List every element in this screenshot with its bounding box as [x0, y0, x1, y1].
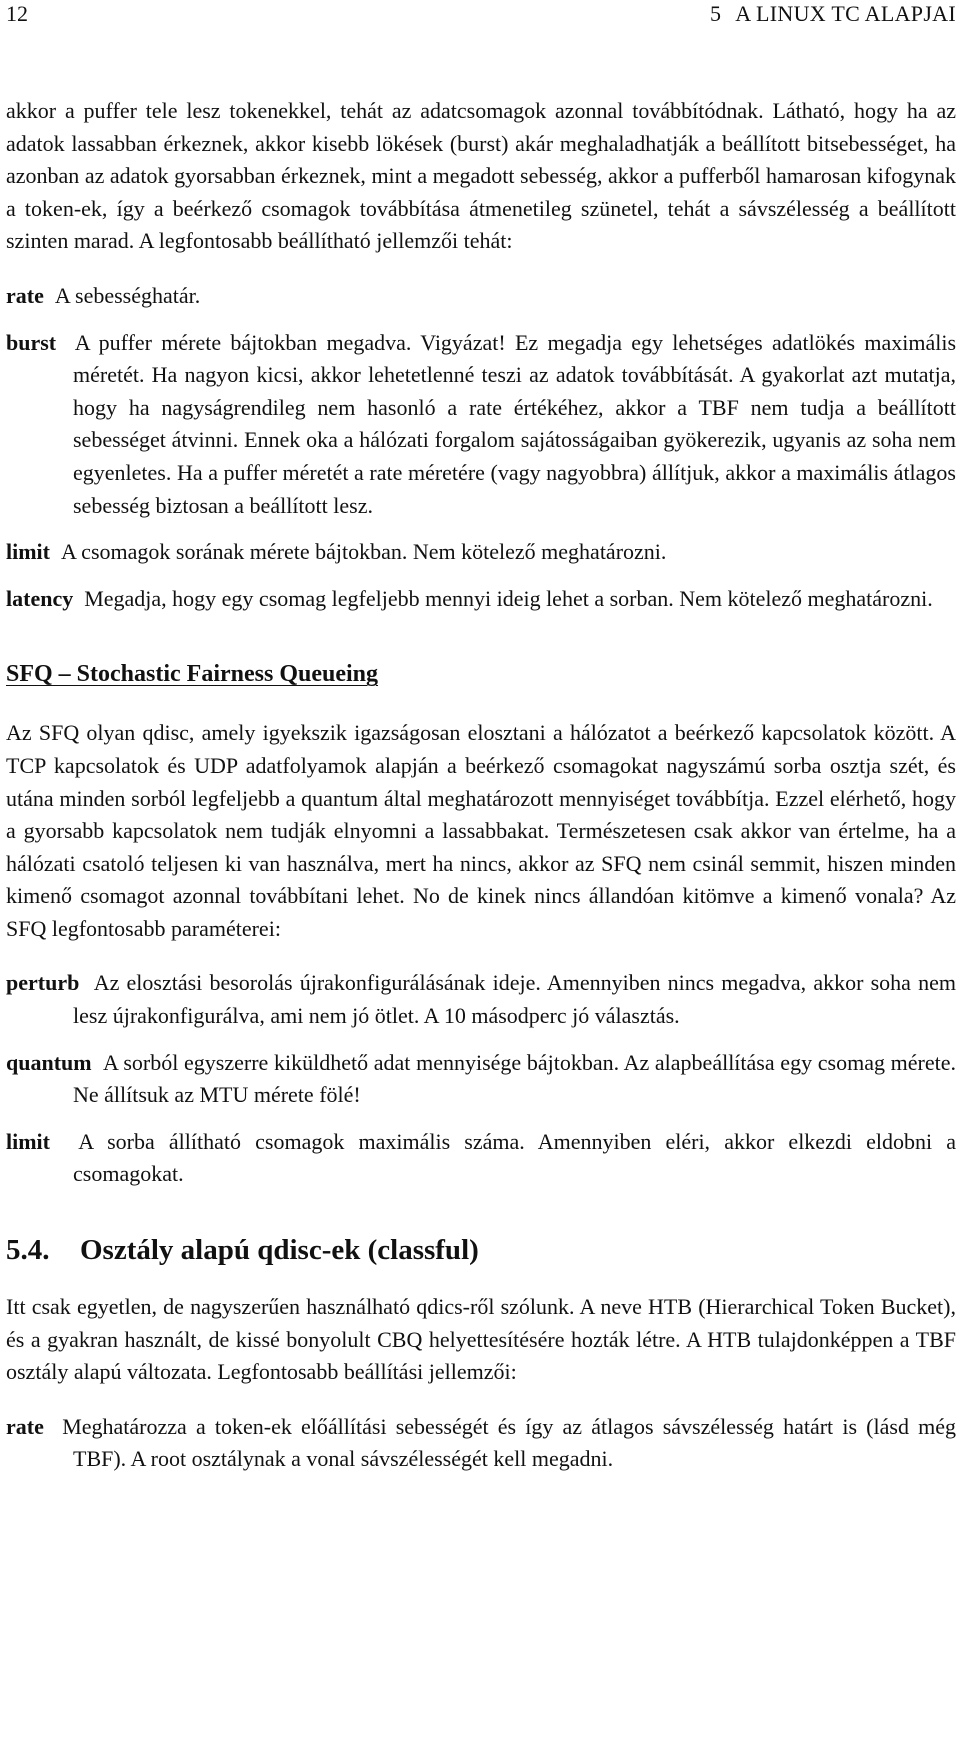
intro-paragraph: akkor a puffer tele lesz tokenekkel, tehát az adatcsomagok azonnal továbbítódnak. Látható, hogy ha az adatok lassabban érkeznek, akkor kisebb lökések (burst) akár meghaladhatják a beállított bitsebességet, ha azonban az adatok gyorsabban érkeznek, mint a megadott sebesség, akkor a pufferből hamarosan kifogynak a token-ek, így a beérkező csomagok továbbítása átmenetileg szünetel, tehát a sávszélesség a beállított szinten marad. A legfontosabb beállítható jellemzői tehát:: [6, 98, 956, 254]
param-term: latency: [6, 585, 74, 611]
param-term: limit: [6, 539, 50, 565]
page-content: [6, 95, 956, 1476]
running-header: [6, 0, 956, 30]
param-limit: [6, 536, 956, 569]
running-section-number: 5: [709, 1, 722, 26]
param-term: rate: [6, 282, 44, 308]
sfq-heading: SFQ – Stochastic Fairness Queueing: [6, 661, 379, 688]
param-quantum: [6, 1047, 956, 1112]
running-section-title: A LINUX TC ALAPJAI: [735, 1, 956, 26]
section-heading: [6, 1233, 956, 1267]
param-desc: A sorba állítható csomagok maximális száma. Amennyiben eléri, akkor elkezdi eldobni a csomagokat.: [73, 1128, 956, 1187]
param-limit: [6, 1126, 956, 1191]
param-rate: [6, 1411, 956, 1476]
tbf-parameter-list: [6, 280, 956, 615]
param-desc: A puffer mérete bájtokban megadva. Vigyázat! Ez megadja egy lehetséges adatlökés maximális méretét. Ha nagyon kicsi, akkor lehetetlenné teszi az adatok továbbítását. A gyakorlat azt mutatja, hogy ha nagyságrendileg nem hasonló a rate értékéhez, akkor a TBF nem tudja a beállított sebességet átvinni. Ennek oka a hálózati forgalom sajátosságaiban gyökerezik, ugyanis az soha nem egyenletes. Ha a puffer méretét a rate méretére (vagy nagyobbra) állítjuk, akkor a maximális átlagos sebesség biztosan a beállított lesz.: [73, 329, 956, 518]
param-desc: A sebességhatár.: [54, 282, 201, 308]
param-term: rate: [6, 1413, 44, 1439]
param-rate: [6, 280, 956, 313]
sfq-parameter-list: [6, 967, 956, 1191]
param-perturb: [6, 967, 956, 1032]
page-number: 12: [6, 1, 28, 26]
param-term: quantum: [6, 1049, 92, 1075]
param-term: perturb: [6, 970, 80, 996]
param-desc: Az elosztási besorolás újrakonfigurálásának ideje. Amennyiben nincs megadva, akkor soha nem lesz újrakonfigurálva, ami nem jó ötlet. A 10 másodperc jó választás.: [73, 970, 956, 1029]
param-desc: A csomagok sorának mérete bájtokban. Nem kötelező meghatározni.: [61, 539, 667, 565]
param-desc: A sorból egyszerre kiküldhető adat mennyisége bájtokban. Az alapbeállítása egy csomag mérete. Ne állítsuk az MTU mérete fölé!: [73, 1049, 956, 1108]
param-term: limit: [6, 1128, 50, 1154]
param-term: burst: [6, 329, 57, 355]
running-title: [710, 0, 956, 28]
param-desc: Megadja, hogy egy csomag legfeljebb mennyi ideig lehet a sorban. Nem kötelező meghatározni.: [84, 585, 933, 611]
param-burst: [6, 327, 956, 523]
htb-paragraph: Itt csak egyetlen, de nagyszerűen használható qdics-ről szólunk. A neve HTB (Hierarchical Token Bucket), és a gyakran használt, de kissé bonyolult CBQ helyettesítésére hozták létre. A HTB tulajdonképpen a TBF osztály alapú változata. Legfontosabb beállítási jellemzői:: [6, 1294, 956, 1385]
section-number: 5.4.: [6, 1234, 50, 1267]
htb-parameter-list: [6, 1411, 956, 1476]
param-desc: Meghatározza a token-ek előállítási sebességét és így az átlagos sávszélesség határt is (lásd még TBF). A root osztálynak a vonal sávszélességét kell megadni.: [62, 1413, 956, 1472]
param-latency: [6, 583, 956, 616]
section-title: Osztály alapú qdisc-ek (classful): [80, 1234, 479, 1267]
sfq-paragraph: Az SFQ olyan qdisc, amely igyekszik igazságosan elosztani a hálózatot a beérkező kapcsolatok között. A TCP kapcsolatok és UDP adatfolyamok alapján a beérkező csomagokat nagyszámú sorba osztja szét, és utána minden sorból legfeljebb a quantum által meghatározott mennyiséget továbbítja. Ezzel elérhető, hogy a gyorsabb kapcsolatok nem tudják elnyomni a lassabbakat. Természetesen csak akkor van értelme, ha a hálózati csatoló teljesen ki van használva, mert ha nincs, akkor az SFQ nem csinál semmit, hiszen minden kimenő csomagot azonnal továbbítani lehet. No de kinek nincs állandóan kitömve a kimenő vonala? Az SFQ legfontosabb paraméterei:: [6, 720, 956, 941]
